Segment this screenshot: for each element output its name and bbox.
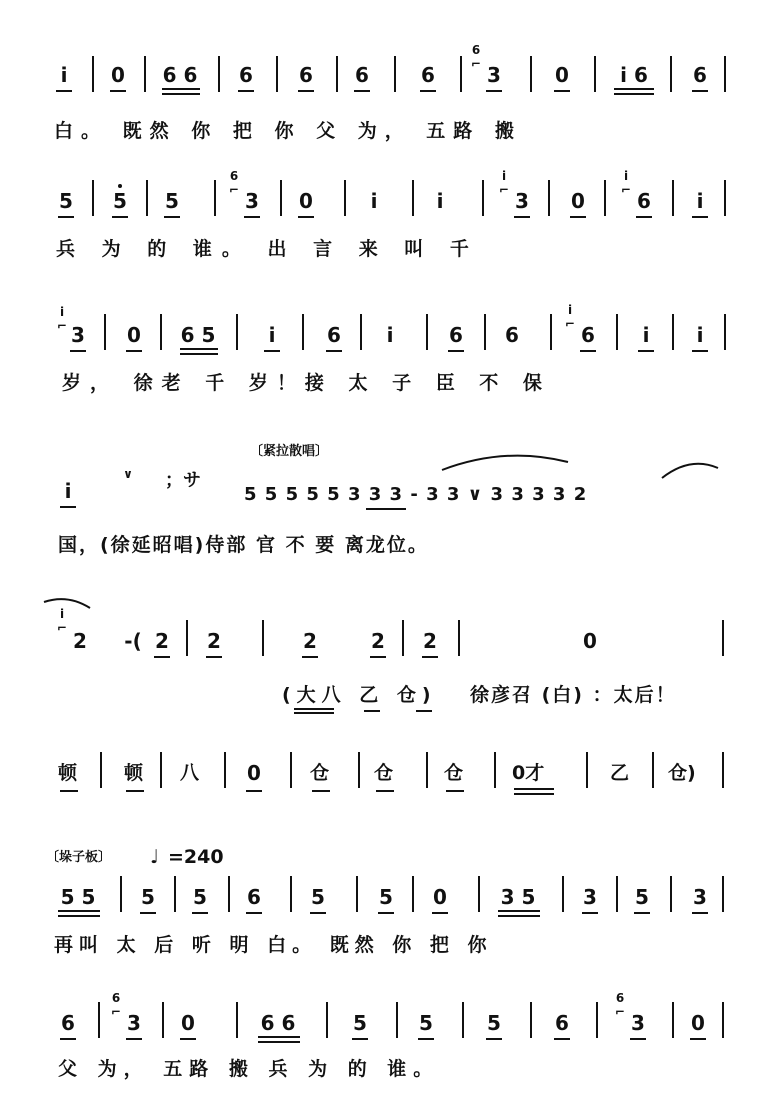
grace-note: 6	[111, 991, 121, 1005]
barline	[462, 1002, 464, 1038]
note: 6 5	[180, 323, 216, 347]
note: 3	[631, 1011, 645, 1035]
lyrics-line: 再叫 太 后 听 明 白。 既然 你 把 你	[54, 934, 493, 956]
barline	[426, 314, 428, 350]
barline	[326, 1002, 328, 1038]
barline	[396, 1002, 398, 1038]
barline	[616, 314, 618, 350]
note: 0	[583, 629, 597, 653]
note: 0	[247, 761, 261, 785]
barline	[402, 620, 404, 656]
note: 0	[555, 63, 569, 87]
underline	[56, 90, 72, 92]
percussion-syllable: 八	[180, 762, 200, 784]
note: 5	[487, 1011, 501, 1035]
grace-note: i	[59, 305, 65, 319]
underline	[154, 656, 170, 658]
barline	[604, 180, 606, 216]
barline	[236, 314, 238, 350]
barline	[228, 876, 230, 912]
octave-dot	[118, 184, 122, 188]
note: 5	[113, 189, 127, 213]
barline	[280, 180, 282, 216]
barline	[104, 314, 106, 350]
barline	[722, 752, 724, 788]
grace-tie: ⌐	[56, 319, 68, 333]
slur	[660, 460, 720, 480]
barline	[356, 876, 358, 912]
underline	[418, 1038, 434, 1040]
underline	[582, 912, 598, 914]
underline	[112, 216, 128, 218]
underline	[246, 790, 262, 792]
underline	[246, 912, 262, 914]
underline	[310, 912, 326, 914]
lyrics-line: 国，(徐延昭唱)侍部 官 不 要 离龙位。	[58, 534, 429, 556]
barline	[100, 752, 102, 788]
note: 2	[371, 629, 385, 653]
underline	[634, 912, 650, 914]
barline	[412, 180, 414, 216]
note: 6	[505, 323, 519, 347]
note: 6	[449, 323, 463, 347]
barline	[722, 876, 724, 912]
note: 0	[111, 63, 125, 87]
barline	[236, 1002, 238, 1038]
underline	[162, 93, 200, 95]
underline	[294, 712, 334, 714]
barline	[550, 314, 552, 350]
barline	[160, 752, 162, 788]
grace-note: 6	[615, 991, 625, 1005]
underline	[378, 912, 394, 914]
note: 5	[59, 189, 73, 213]
note: 2	[423, 629, 437, 653]
note: 3 5	[500, 885, 536, 909]
note: i	[64, 479, 72, 503]
underline	[206, 656, 222, 658]
underline	[326, 350, 342, 352]
barline	[672, 180, 674, 216]
barline	[92, 56, 94, 92]
grace-tie: ⌐	[228, 183, 240, 197]
barline	[160, 314, 162, 350]
note: 5	[635, 885, 649, 909]
note: 6	[299, 63, 313, 87]
note: 6	[327, 323, 341, 347]
underline	[422, 656, 438, 658]
barline	[672, 314, 674, 350]
underline	[486, 90, 502, 92]
percussion-syllable: 仓	[374, 762, 394, 784]
percussion-syllable: 仓	[310, 762, 330, 784]
barline	[224, 752, 226, 788]
underline	[498, 915, 540, 917]
underline	[70, 350, 86, 352]
note: 6	[693, 63, 707, 87]
underline	[554, 90, 570, 92]
barline	[186, 620, 188, 656]
underline	[614, 93, 654, 95]
underline	[58, 216, 74, 218]
underline	[630, 1038, 646, 1040]
barline	[652, 752, 654, 788]
section-label: 〔紧拉散唱〕	[250, 444, 329, 459]
barline	[530, 56, 532, 92]
note: 0	[571, 189, 585, 213]
note: 3	[487, 63, 501, 87]
barline	[360, 314, 362, 350]
underline	[238, 90, 254, 92]
barline	[394, 56, 396, 92]
lyrics-line: 岁， 徐老 千 岁！接 太 子 臣 不 保	[62, 372, 551, 394]
note: i	[386, 323, 394, 347]
barline	[722, 1002, 724, 1038]
underline	[692, 912, 708, 914]
underline	[258, 1036, 300, 1038]
percussion-line: (大八 乙 仓)	[282, 684, 437, 706]
note: 6	[421, 63, 435, 87]
barline	[174, 876, 176, 912]
note: 5	[141, 885, 155, 909]
percussion-syllable: 乙	[610, 762, 630, 784]
note: 5	[311, 885, 325, 909]
note: 0	[299, 189, 313, 213]
underline	[192, 912, 208, 914]
underline	[126, 790, 144, 792]
grace-tie: ⌐	[56, 621, 68, 635]
note: 6 6	[162, 63, 198, 87]
barline	[724, 56, 726, 92]
note: 0	[691, 1011, 705, 1035]
underline	[312, 790, 330, 792]
underline	[244, 216, 260, 218]
underline	[58, 910, 100, 912]
underline	[376, 790, 394, 792]
barline	[162, 1002, 164, 1038]
barline	[358, 752, 360, 788]
underline	[366, 508, 406, 510]
underline	[180, 353, 218, 355]
barline	[530, 1002, 532, 1038]
underline	[692, 90, 708, 92]
underline	[126, 1038, 142, 1040]
underline	[420, 90, 436, 92]
barline	[586, 752, 588, 788]
barline	[92, 180, 94, 216]
note: ；サ	[165, 470, 201, 491]
note: i	[642, 323, 650, 347]
note: 2	[73, 629, 87, 653]
underline	[690, 1038, 706, 1040]
underline	[264, 350, 280, 352]
note: i	[268, 323, 276, 347]
underline	[448, 350, 464, 352]
note: i	[436, 189, 444, 213]
lyrics-line: 兵 为 的 谁。 出 言 来 叫 千	[56, 238, 479, 260]
note: i	[370, 189, 378, 213]
underline	[638, 350, 654, 352]
underline	[60, 1038, 76, 1040]
barline	[214, 180, 216, 216]
grace-note: i	[623, 169, 629, 183]
note: -(	[124, 629, 142, 653]
barline	[302, 314, 304, 350]
lyrics-line: 父 为， 五路 搬 兵 为 的 谁。	[58, 1058, 440, 1080]
note: 5	[419, 1011, 433, 1035]
barline	[548, 180, 550, 216]
underline	[486, 1038, 502, 1040]
underline	[446, 790, 464, 792]
underline	[60, 506, 76, 508]
grace-tie: ⌐	[470, 57, 482, 71]
note: i	[60, 63, 68, 87]
grace-tie: ⌐	[620, 183, 632, 197]
note: 2	[207, 629, 221, 653]
underline	[162, 88, 200, 90]
underline	[302, 656, 318, 658]
note: 0	[433, 885, 447, 909]
barline	[290, 876, 292, 912]
underline	[352, 1038, 368, 1040]
note: 2	[155, 629, 169, 653]
lyrics-line: 白。 既然 你 把 你 父 为， 五路 搬	[54, 120, 522, 142]
note: 6	[247, 885, 261, 909]
barline	[218, 56, 220, 92]
barline	[458, 620, 460, 656]
note: 5	[353, 1011, 367, 1035]
note: 3	[127, 1011, 141, 1035]
tempo-marking: =240	[168, 846, 224, 868]
note: 5	[193, 885, 207, 909]
underline	[180, 348, 218, 350]
underline	[514, 788, 554, 790]
barline	[670, 876, 672, 912]
underline	[498, 910, 540, 912]
underline	[570, 216, 586, 218]
grace-tie: ⌐	[498, 183, 510, 197]
barline	[290, 752, 292, 788]
underline	[140, 912, 156, 914]
grace-tie: ⌐	[110, 1005, 122, 1019]
underline	[514, 216, 530, 218]
barline	[672, 1002, 674, 1038]
slur	[440, 452, 570, 472]
note: i	[696, 323, 704, 347]
underline	[126, 350, 142, 352]
underline	[364, 710, 380, 712]
note: 3	[245, 189, 259, 213]
note: 6	[239, 63, 253, 87]
section-label: 〔垛子板〕	[46, 850, 112, 865]
underline	[180, 1038, 196, 1040]
underline	[514, 793, 554, 795]
grace-note: 6	[471, 43, 481, 57]
barline	[426, 752, 428, 788]
barline	[596, 1002, 598, 1038]
note: 3	[583, 885, 597, 909]
underline	[554, 1038, 570, 1040]
breath-mark: ∨	[123, 467, 133, 481]
note: 3	[515, 189, 529, 213]
barline	[336, 56, 338, 92]
note: 6	[355, 63, 369, 87]
note: 5	[165, 189, 179, 213]
underline	[432, 912, 448, 914]
grace-note: i	[501, 169, 507, 183]
underline	[60, 790, 78, 792]
grace-note: i	[567, 303, 573, 317]
underline	[164, 216, 180, 218]
percussion-syllable: 顿	[58, 762, 78, 784]
note: i 6	[620, 63, 648, 87]
barline	[562, 876, 564, 912]
barline	[724, 180, 726, 216]
barline	[722, 620, 724, 656]
note: 5	[379, 885, 393, 909]
note: 6	[581, 323, 595, 347]
barline	[120, 876, 122, 912]
underline	[298, 90, 314, 92]
note: 5 5	[60, 885, 96, 909]
quarter-note-icon: ♩	[150, 846, 159, 868]
underline	[298, 216, 314, 218]
grace-note: i	[59, 607, 65, 621]
barline	[670, 56, 672, 92]
underline	[110, 90, 126, 92]
note: 0	[181, 1011, 195, 1035]
spoken-line: 徐彦召 (白) ：太后！	[470, 684, 677, 706]
underline	[416, 710, 432, 712]
percussion-syllable: 仓)	[668, 762, 696, 784]
underline	[58, 915, 100, 917]
barline	[98, 1002, 100, 1038]
grace-note: 6	[229, 169, 239, 183]
grace-tie: ⌐	[564, 317, 576, 331]
note: 6 6	[260, 1011, 296, 1035]
barline	[262, 620, 264, 656]
note: 0	[127, 323, 141, 347]
underline	[636, 216, 652, 218]
barline	[724, 314, 726, 350]
note-group: 5 5 5 5 5 3 3 3 - 3 3 ∨ 3 3 3 3 2	[244, 484, 588, 505]
barline	[478, 876, 480, 912]
barline	[484, 314, 486, 350]
barline	[146, 180, 148, 216]
note: 2	[303, 629, 317, 653]
note: 3	[71, 323, 85, 347]
barline	[460, 56, 462, 92]
percussion-syllable: 顿	[124, 762, 144, 784]
underline	[370, 656, 386, 658]
barline	[616, 876, 618, 912]
note: 3	[693, 885, 707, 909]
underline	[258, 1041, 300, 1043]
note: 6	[637, 189, 651, 213]
underline	[692, 350, 708, 352]
barline	[494, 752, 496, 788]
barline	[594, 56, 596, 92]
barline	[482, 180, 484, 216]
note: 6	[61, 1011, 75, 1035]
barline	[412, 876, 414, 912]
barline	[344, 180, 346, 216]
percussion-syllable: 仓	[444, 762, 464, 784]
note: i	[696, 189, 704, 213]
barline	[144, 56, 146, 92]
grace-tie: ⌐	[614, 1005, 626, 1019]
underline	[614, 88, 654, 90]
underline	[580, 350, 596, 352]
underline	[294, 708, 334, 710]
underline	[354, 90, 370, 92]
barline	[276, 56, 278, 92]
note: 6	[555, 1011, 569, 1035]
underline	[692, 216, 708, 218]
percussion-syllable: 0才	[512, 762, 545, 784]
